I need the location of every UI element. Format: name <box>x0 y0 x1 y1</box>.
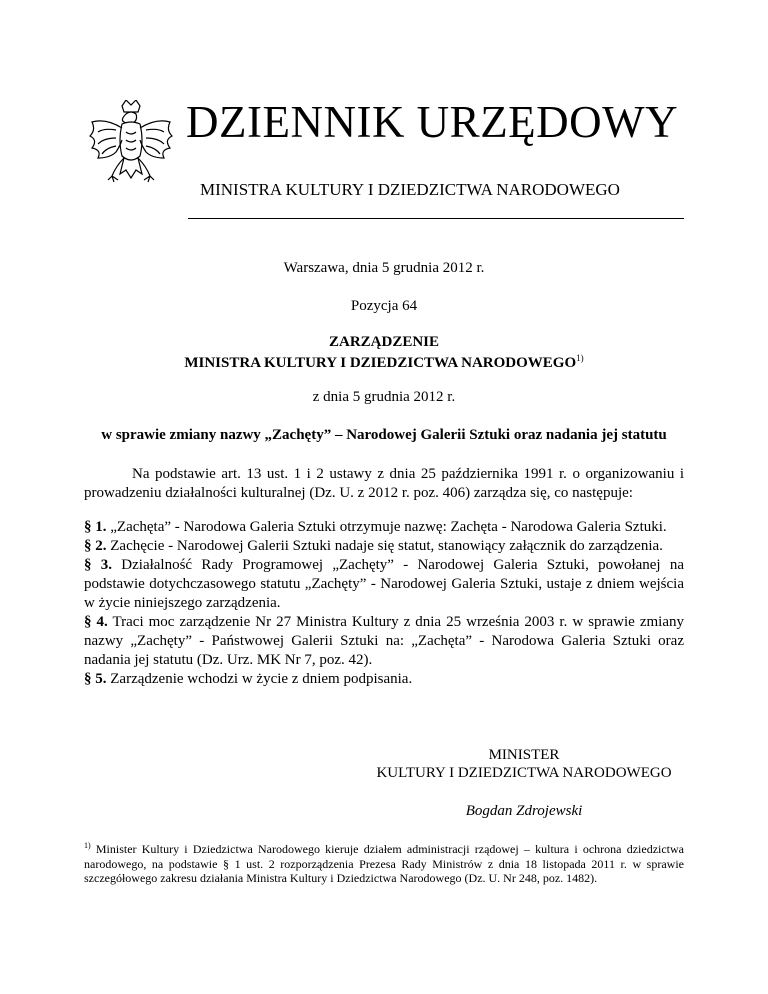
provision-4 <box>84 613 684 670</box>
provision-number: § 1. <box>84 519 107 535</box>
masthead-divider <box>188 218 684 219</box>
footnote-mark: 1) <box>84 841 91 850</box>
provision-number: § 4. <box>84 614 108 630</box>
provision-number: § 3. <box>84 557 113 573</box>
provision-3 <box>84 556 684 613</box>
position-number: Pozycja 64 <box>350 298 418 314</box>
provisions-list <box>84 518 684 689</box>
provision-text: „Zachęta” - Narodowa Galeria Sztuki otrzymuje nazwę: Zachęta - Narodowa Galeria Sztuki. <box>110 519 667 535</box>
journal-title: DZIENNIK URZĘDOWY <box>186 97 679 147</box>
provision-number: § 2. <box>84 538 107 554</box>
provision-text: Działalność Rady Programowej „Zachęty” - Narodowej Galeria Sztuki, powołanej na podstawie dotychczasowego statutu „Zachęty” - Narodowej Galeria Sztuki, ustaje z dniem wejścia w życie niniejszego zarządzenia. <box>84 557 685 611</box>
footnote <box>84 839 684 886</box>
footnote-text: Minister Kultury i Dziedzictwa Narodowego kieruje działem administracji rządowej – kultura i ochrona dziedzictwa narodowego, na podstawie § 1 ust. 2 rozporządzenia Prezesa Rady Ministrów z dnia 18 listopada 2011 r. w sprawie szczegółowego zakresu działania Ministra Kultury i Dziedzictwa Narodowego (Dz. U. Nr 248, poz. 1482). <box>84 842 685 885</box>
act-date: z dnia 5 grudnia 2012 r. <box>312 389 456 405</box>
provision-1 <box>84 518 684 537</box>
polish-eagle-emblem-icon <box>86 100 176 196</box>
provision-text: Traci moc zarządzenie Nr 27 Ministra Kultury z dnia 25 września 2003 r. w sprawie zmiany nazwy „Zachęty” - Państwowej Galerii Sztuki na: „Zachęta” - Narodowa Galeria Sztuki oraz nadania jej statutu (Dz. Urz. MK Nr 7, poz. 42). <box>84 614 685 668</box>
journal-subtitle: MINISTRA KULTURY I DZIEDZICTWA NARODOWEGO <box>200 180 620 199</box>
act-issuer <box>84 353 684 372</box>
place-date: Warszawa, dnia 5 grudnia 2012 r. <box>283 260 485 276</box>
signatory-title-line1: MINISTER <box>488 747 560 763</box>
preamble: Na podstawie art. 13 ust. 1 i 2 ustawy z dnia 25 października 1991 r. o organizowaniu i prowadzeniu działalności kulturalnej (Dz. U. z 2012 r. poz. 406) zarządza się, co następuje: <box>84 466 684 501</box>
act-issuer-text: MINISTRA KULTURY I DZIEDZICTWA NARODOWEGO <box>184 355 577 371</box>
signatory-name: Bogdan Zdrojewski <box>465 803 583 819</box>
provision-2 <box>84 537 684 556</box>
provision-5 <box>84 670 684 689</box>
provision-text: Zarządzenie wchodzi w życie z dniem podpisania. <box>110 671 413 687</box>
provision-text: Zachęcie - Narodowej Galerii Sztuki nadaje się statut, stanowiący załącznik do zarządzenia. <box>110 538 663 554</box>
provision-number: § 5. <box>84 671 107 687</box>
act-subject: w sprawie zmiany nazwy „Zachęty” – Narodowej Galerii Sztuki oraz nadania jej statutu <box>101 427 667 443</box>
footnote-reference: 1) <box>576 353 584 363</box>
signatory-title-line2: KULTURY I DZIEDZICTWA NARODOWEGO <box>376 765 672 781</box>
act-type: ZARZĄDZENIE <box>328 334 440 350</box>
